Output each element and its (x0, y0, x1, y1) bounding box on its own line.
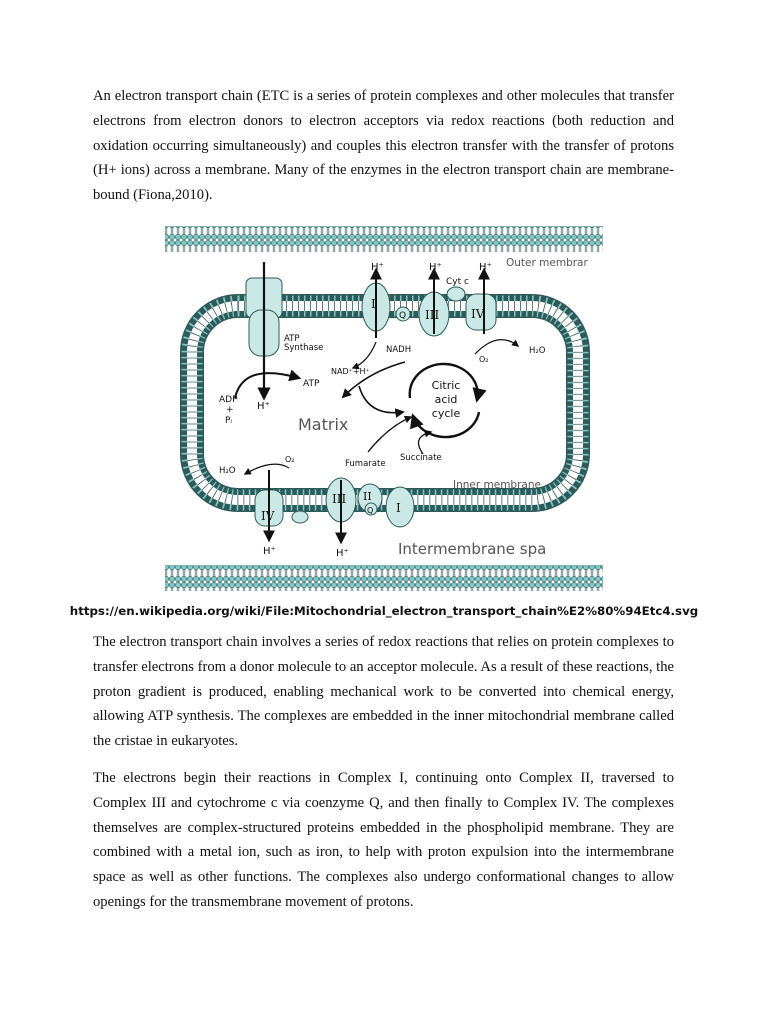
complex-iv-top (466, 270, 496, 334)
h2o-bottom-label: H₂O (219, 466, 236, 476)
o2-bottom-label: O₂ (285, 455, 295, 464)
pi-label: Pᵢ (225, 416, 233, 426)
complex-iii-top (419, 270, 449, 336)
complex-ii-bottom-label: II (363, 490, 372, 503)
nad-label: NAD⁺+H⁺ (331, 367, 370, 376)
intermembrane-space-label: Intermembrane spa (398, 540, 547, 558)
q-top-label: Q (399, 311, 407, 321)
intro-paragraph: An electron transport chain (ETC is a series of protein complexes and other molecules that transfer electrons from electron donors to electron acceptors via redox reactions (both reduction and oxidation occurring simultaneously) and couples this electron transfer with the transfer of protons (H+ ions) across a membrane. Many of the enzymes in the electron transport chain are membrane-bound (Fiona,2010). (93, 88, 674, 204)
complex-iv-bottom-label: IV (261, 509, 275, 523)
complex-iii-bottom (326, 478, 356, 542)
cycle-label-2: acid (434, 393, 458, 406)
succinate-label: Succinate (400, 453, 442, 463)
redox-paragraph: The electron transport chain involves a series of redox reactions that relies on protein complexes to transfer electrons from a donor molecule to an acceptor molecule. As a result of these reactions, the proton gradient is produced, enabling mechanical work to be converted into chemical energy, allowing ATP synthesis. The complexes are embedded in the inner mitochondrial membrane called the cristae in eukaryotes. (93, 634, 674, 750)
complex-iv-bottom-h: H⁺ (263, 546, 276, 557)
complex-i-top (362, 270, 390, 338)
cyt-c-label: Cyt c (446, 277, 469, 287)
complex-iii-bottom-label: III (332, 492, 347, 506)
cycle-label-1: Citric (431, 379, 461, 392)
o2-top-label: O₂ (479, 355, 489, 364)
outer-membrane-label: Outer membrar (506, 257, 588, 269)
complex-i-top-label: I (371, 297, 376, 311)
complex-iv-top-label: IV (471, 307, 485, 321)
atp-synthase-label-2: Synthase (284, 343, 324, 353)
h2o-top-label: H₂O (529, 346, 546, 356)
atp-synthase-label: ATP (284, 334, 300, 344)
figure-caption: https://en.wikipedia.org/wiki/File:Mitochondrial_electron_transport_chain%E2%80%94Etc4.svg (69, 604, 699, 618)
complex-iv-bottom (255, 470, 283, 540)
cycle-label-3: cycle (431, 407, 461, 420)
complexes-paragraph: The electrons begin their reactions in Complex I, continuing onto Complex II, traversed to Complex III and cytochrome c via coenzyme Q, and then finally to Complex IV. The complexes themselves are complex-structured proteins embedded in the phospholipid membrane. They are combined with a metal ion, such as iron, to help with proton expulsion into the intermembrane space as well as other functions. The complexes also undergo conformational changes to allow openings for the transmembrane movement of protons. (93, 770, 674, 910)
nadh-label: NADH (386, 345, 412, 355)
outer-membrane-bottom (165, 565, 603, 591)
complex-iii-top-h: H⁺ (429, 262, 442, 273)
complex-iii-top-label: III (425, 308, 440, 322)
fumarate-label: Fumarate (345, 459, 386, 469)
etc-diagram (163, 222, 603, 600)
complex-i-top-h: H⁺ (371, 262, 384, 273)
complex-iv-top-h: H⁺ (479, 262, 492, 273)
adp-plus: + (226, 405, 234, 415)
outer-membrane-top (165, 226, 603, 252)
atp-synthase-h-label: H⁺ (257, 401, 270, 412)
adp-label: ADP (219, 395, 238, 405)
matrix-label: Matrix (298, 415, 349, 434)
complex-iii-bottom-h: H⁺ (336, 548, 349, 559)
atp-synthase (246, 262, 282, 398)
inner-membrane-label: Inner membrane (453, 479, 541, 491)
complex-i-bottom-label: I (396, 501, 401, 515)
atp-label: ATP (303, 379, 320, 389)
q-bottom-label: Q (367, 506, 374, 515)
